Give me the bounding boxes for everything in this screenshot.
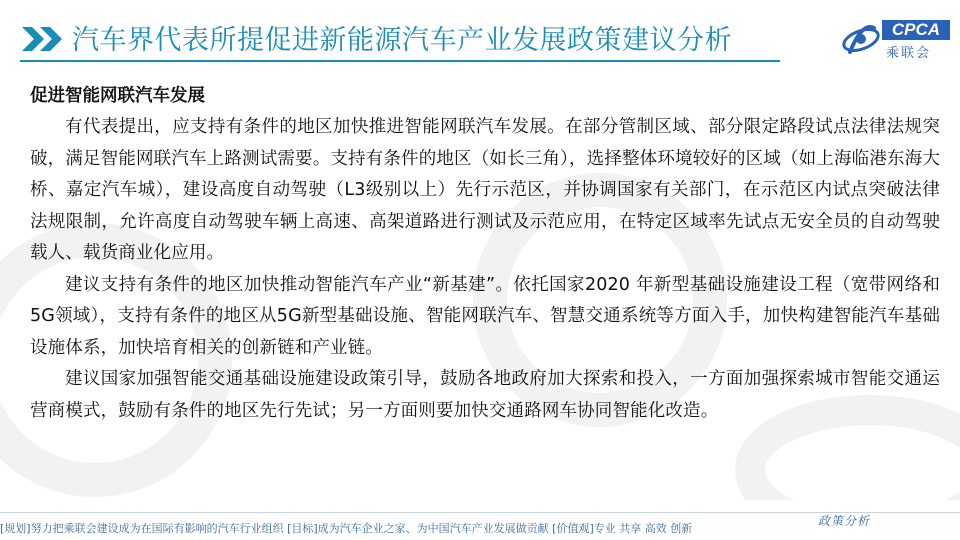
slide-title: 汽车界代表所提促进新能源汽车产业发展政策建议分析 bbox=[72, 25, 732, 56]
content-area bbox=[30, 82, 940, 427]
title-underline bbox=[20, 60, 780, 62]
double-chevron-icon bbox=[20, 24, 70, 54]
section-heading: 促进智能网联汽车发展 bbox=[30, 86, 205, 106]
paragraph-2: 建议支持有条件的地区加快推动智能汽车产业“新基建”。依托国家2020 年新型基础设施建设工程（宽带网络和5G领域），支持有条件的地区从5G新型基础设施、智能网联汽车、智慧交通系统等方面入手，加快构建智能汽车基础设施体系，加快培育相关的创新链和产业链。 bbox=[30, 274, 940, 358]
logo-subtitle: 乘联会 bbox=[886, 46, 932, 61]
footer-slogan: [规划]努力把乘联会建设成为在国际有影响的汽车行业组织 [目标]成为汽车企业之家、为中国汽车产业发展做贡献 [价值观]专业 共享 高效 创新 bbox=[0, 522, 693, 535]
footer-divider bbox=[0, 512, 960, 513]
cpca-logo-mark-icon bbox=[840, 18, 882, 60]
logo-text: CPCA bbox=[882, 20, 950, 40]
paragraph-1: 有代表提出，应支持有条件的地区加快推进智能网联汽车发展。在部分管制区域、部分限定路段试点法律法规突破，满足智能网联汽车上路测试需要。支持有条件的地区（如长三角），选择整体环境较好的区域（如上海临港东海大桥、嘉定汽车城），建设高度自动驾驶（L3级别以上）先行示范区，并协调国家有关部门，在示范区内试点突破法律法规限制，允许高度自动驾驶车辆上高速、高架道路进行测试及示范应用，在特定区域率先试点无安全员的自动驾驶载人、载货商业化应用。 bbox=[30, 117, 940, 263]
footer-section-label: 政策分析 bbox=[818, 514, 871, 528]
paragraph-3: 建议国家加强智能交通基础设施建设政策引导，鼓励各地政府加大探索和投入，一方面加强探索城市智能交通运营商模式，鼓励有条件的地区先行先试；另一方面则要加快交通路网车协同智能化改造。 bbox=[30, 369, 940, 421]
title-bar bbox=[0, 0, 960, 70]
cpca-logo bbox=[840, 14, 952, 64]
